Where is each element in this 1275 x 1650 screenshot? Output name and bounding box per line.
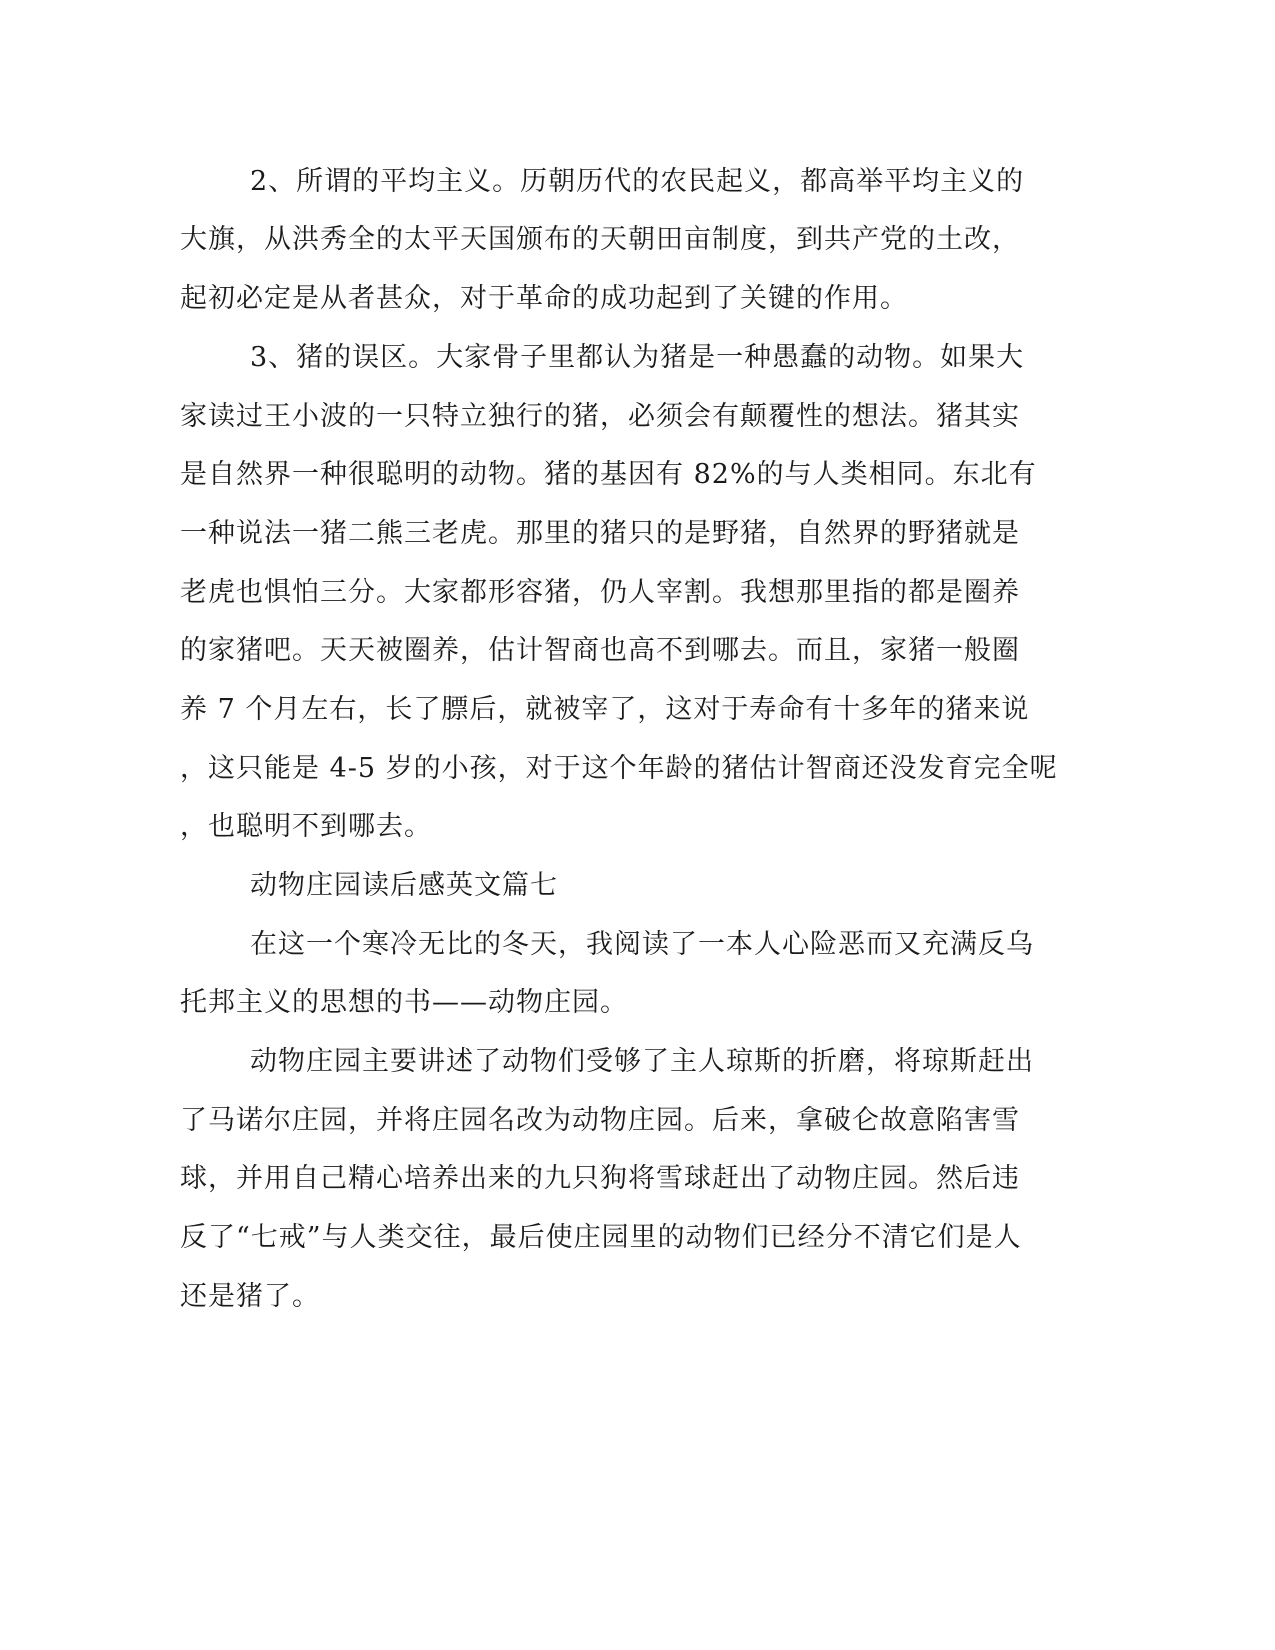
paragraph-line: 养 7 个月左右，长了膘后，就被宰了，这对于寿命有十多年的猪来说 bbox=[180, 694, 1030, 725]
paragraph-line: 的家猪吧。天天被圈养，估计智商也高不到哪去。而且，家猪一般圈 bbox=[180, 635, 1020, 666]
paragraph-line: 了马诺尔庄园，并将庄园名改为动物庄园。后来，拿破仑故意陷害雪 bbox=[180, 1105, 1020, 1136]
paragraph-line: 是自然界一种很聪明的动物。猪的基因有 82%的与人类相同。东北有 bbox=[180, 459, 1037, 490]
paragraph-line: ，这只能是 4-5 岁的小孩，对于这个年龄的猪估计智商还没发育完全呢 bbox=[180, 753, 1058, 784]
paragraph-line: 家读过王小波的一只特立独行的猪，必须会有颠覆性的想法。猪其实 bbox=[180, 401, 1020, 432]
paragraph-line: ，也聪明不到哪去。 bbox=[180, 811, 432, 842]
paragraph-line: 3、猪的误区。大家骨子里都认为猪是一种愚蠢的动物。如果大 bbox=[250, 342, 1025, 373]
paragraph-line: 一种说法一猪二熊三老虎。那里的猪只的是野猪，自然界的野猪就是 bbox=[180, 518, 1020, 549]
paragraph-line: 2、所谓的平均主义。历朝历代的农民起义，都高举平均主义的 bbox=[250, 166, 1025, 197]
paragraph-line: 老虎也惧怕三分。大家都形容猪，仍人宰割。我想那里指的都是圈养 bbox=[180, 577, 1020, 608]
paragraph-line: 托邦主义的思想的书——动物庄园。 bbox=[180, 987, 628, 1018]
section-heading: 动物庄园读后感英文篇七 bbox=[250, 870, 558, 901]
paragraph-line: 球，并用自己精心培养出来的九只狗将雪球赶出了动物庄园。然后违 bbox=[180, 1163, 1020, 1194]
paragraph-line: 起初必定是从者甚众，对于革命的成功起到了关键的作用。 bbox=[180, 283, 908, 314]
paragraph-line: 动物庄园主要讲述了动物们受够了主人琼斯的折磨，将琼斯赶出 bbox=[250, 1046, 1034, 1077]
paragraph-line: 还是猪了。 bbox=[180, 1281, 320, 1312]
paragraph-line: 反了“七戒”与人类交往，最后使庄园里的动物们已经分不清它们是人 bbox=[180, 1222, 1022, 1253]
paragraph-line: 在这一个寒冷无比的冬天，我阅读了一本人心险恶而又充满反乌 bbox=[250, 929, 1034, 960]
paragraph-line: 大旗，从洪秀全的太平天国颁布的天朝田亩制度，到共产党的土改， bbox=[180, 224, 1020, 255]
